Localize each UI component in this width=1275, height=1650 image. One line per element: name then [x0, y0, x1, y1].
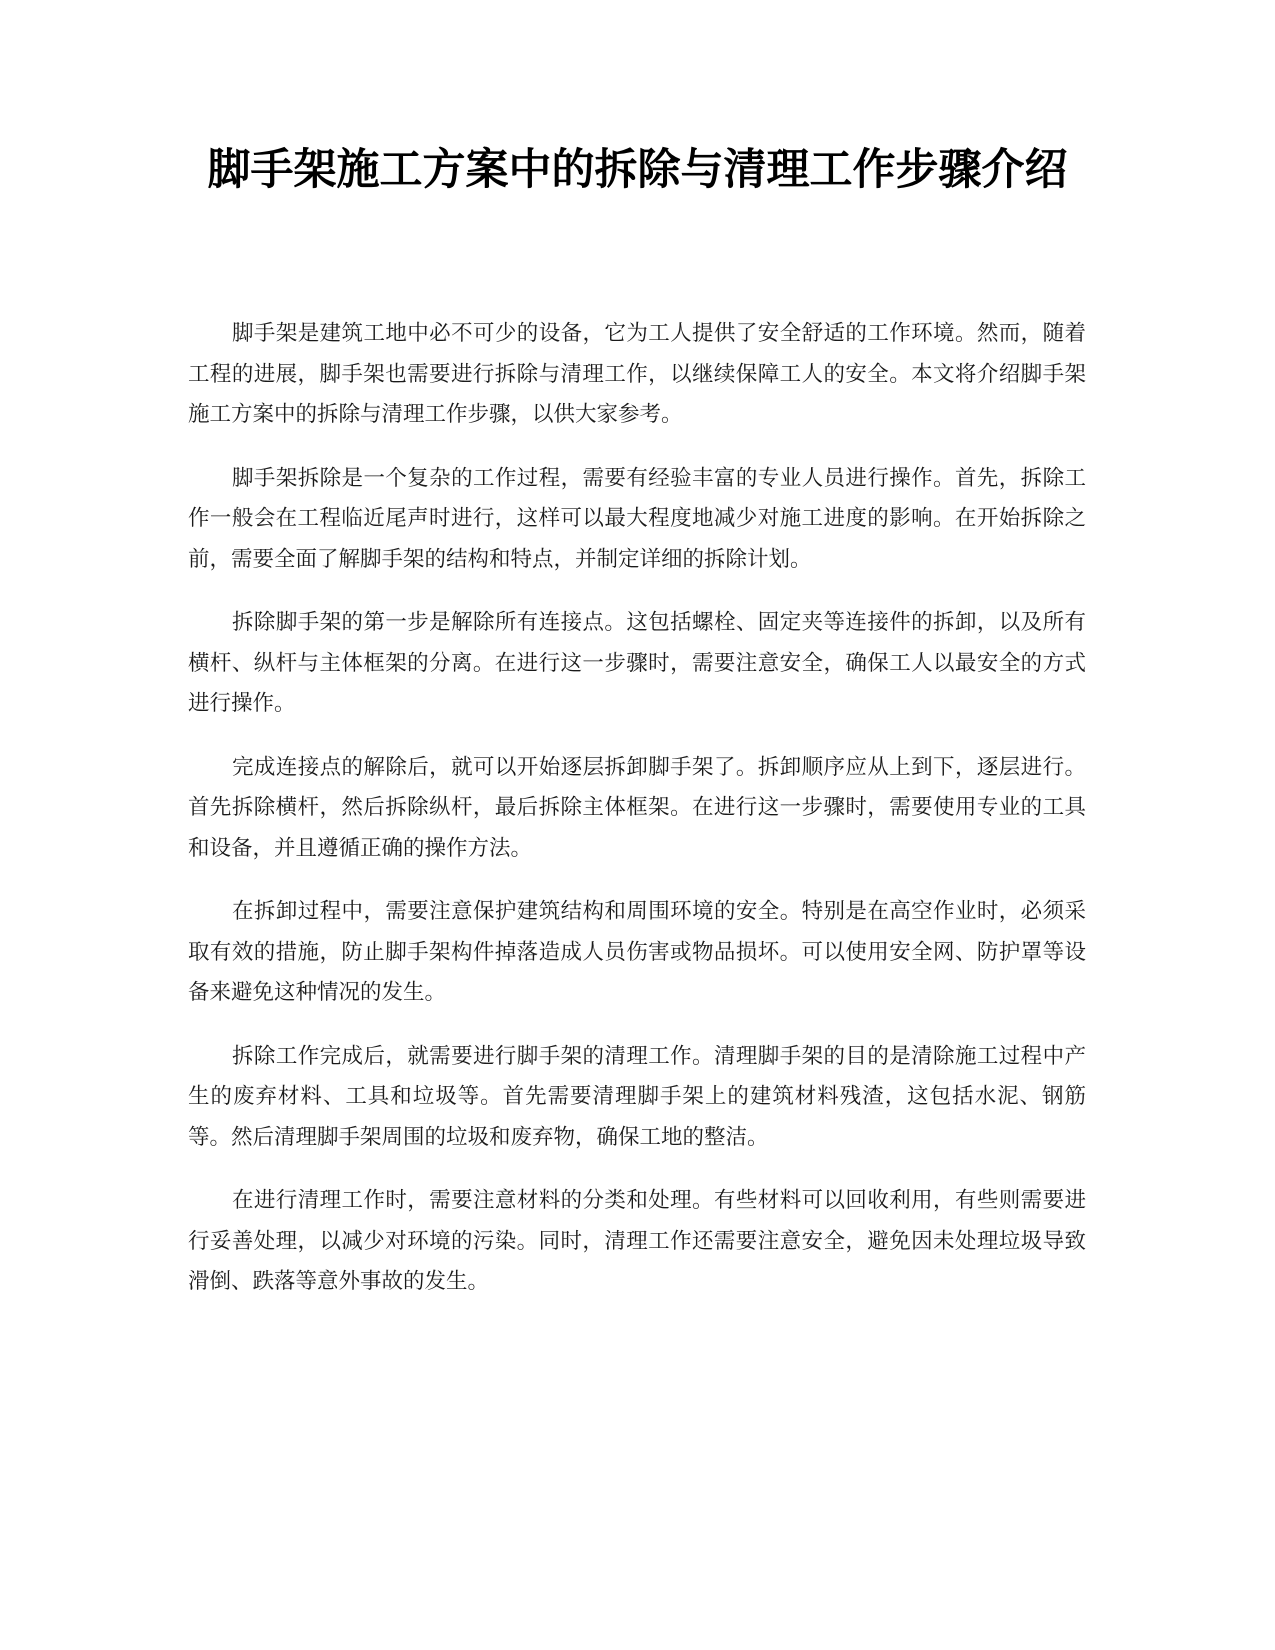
paragraph: 拆除脚手架的第一步是解除所有连接点。这包括螺栓、固定夹等连接件的拆卸，以及所有横杆、纵杆与主体框架的分离。在进行这一步骤时，需要注意安全，确保工人以最安全的方式进行操作。: [188, 610, 1086, 716]
document-title: 脚手架施工方案中的拆除与清理工作步骤介绍: [207, 145, 1068, 195]
paragraph: 脚手架是建筑工地中必不可少的设备，它为工人提供了安全舒适的工作环境。然而，随着工程的进展，脚手架也需要进行拆除与清理工作，以继续保障工人的安全。本文将介绍脚手架施工方案中的拆除与清理工作步骤，以供大家参考。: [188, 321, 1086, 427]
paragraph: 在进行清理工作时，需要注意材料的分类和处理。有些材料可以回收利用，有些则需要进行妥善处理，以减少对环境的污染。同时，清理工作还需要注意安全，避免因未处理垃圾导致滑倒、跌落等意外事故的发生。: [188, 1188, 1086, 1294]
paragraph: 在拆卸过程中，需要注意保护建筑结构和周围环境的安全。特别是在高空作业时，必须采取有效的措施，防止脚手架构件掉落造成人员伤害或物品损坏。可以使用安全网、防护罩等设备来避免这种情况的发生。: [188, 899, 1086, 1005]
paragraph: 拆除工作完成后，就需要进行脚手架的清理工作。清理脚手架的目的是清除施工过程中产生的废弃材料、工具和垃圾等。首先需要清理脚手架上的建筑材料残渣，这包括水泥、钢筋等。然后清理脚手架周围的垃圾和废弃物，确保工地的整洁。: [188, 1043, 1086, 1150]
paragraph: 脚手架拆除是一个复杂的工作过程，需要有经验丰富的专业人员进行操作。首先，拆除工作一般会在工程临近尾声时进行，这样可以最大程度地减少对施工进度的影响。在开始拆除之前，需要全面了解脚手架的结构和特点，并制定详细的拆除计划。: [188, 465, 1086, 572]
paragraph: 完成连接点的解除后，就可以开始逐层拆卸脚手架了。拆卸顺序应从上到下，逐层进行。首先拆除横杆，然后拆除纵杆，最后拆除主体框架。在进行这一步骤时，需要使用专业的工具和设备，并且遵循正确的操作方法。: [188, 754, 1086, 861]
document-body: [188, 314, 1086, 1326]
